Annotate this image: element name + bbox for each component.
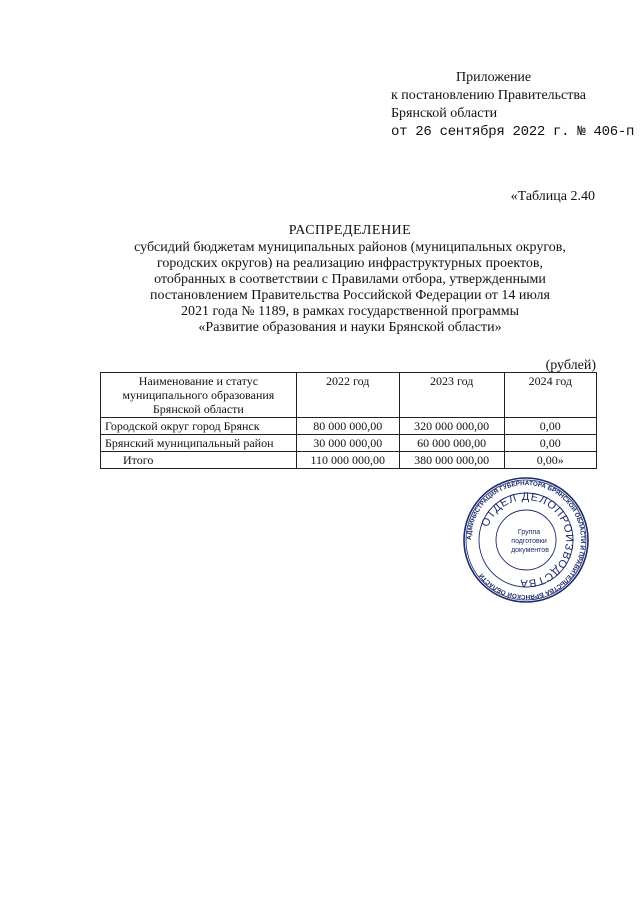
row-name: Городской округ город Брянск [101, 418, 297, 435]
row-2024: 0,00 [504, 418, 596, 435]
header-name-line: Наименование и статус [138, 374, 259, 388]
row-2023: 60 000 000,00 [399, 435, 504, 452]
table-reference: «Таблица 2.40 [510, 189, 595, 204]
appendix-title: Приложение [456, 70, 532, 85]
row-name: Итого [101, 452, 297, 469]
row-2022: 80 000 000,00 [296, 418, 399, 435]
document-heading [60, 223, 640, 336]
stamp-center-line: Группа [517, 529, 541, 536]
stamp-inner-textpath: ОТДЕЛ ДЕЛОПРОИЗВОДСТВА [479, 490, 576, 590]
heading-line: «Развитие образования и науки Брянской области» [198, 320, 502, 335]
appendix-resolution-ref: к постановлению Правительства [391, 88, 587, 103]
header-name [101, 373, 297, 418]
row-2024: 0,00 [504, 435, 596, 452]
appendix-region: Брянской области [391, 106, 498, 121]
table-row [101, 435, 597, 452]
row-name: Брянский муниципальный район [101, 435, 297, 452]
row-2022: 30 000 000,00 [296, 435, 399, 452]
stamp-ring-textpath: АДМИНИСТРАЦИЯ ГУБЕРНАТОРА БРЯНСКОЙ ОБЛАСТИ И ПРАВИТЕЛЬСТВА БРЯНСКОЙ ОБЛАСТИ [465, 479, 587, 601]
header-2024: 2024 год [504, 373, 596, 418]
heading-line: постановлением Правительства Российской Федерации от 14 июля [150, 288, 550, 303]
stamp-center-line: документов [511, 547, 549, 554]
heading-title: РАСПРЕДЕЛЕНИЕ [288, 223, 412, 238]
table-total-row [101, 452, 597, 469]
header-name-line: Брянской области [152, 402, 244, 416]
appendix-block [391, 69, 634, 141]
header-2023: 2023 год [399, 373, 504, 418]
stamp-center-line: подготовки [511, 538, 547, 545]
header-name-line: муниципального образования [122, 388, 275, 402]
heading-line: субсидий бюджетам муниципальных районов (муниципальных округов, [134, 240, 566, 255]
heading-line: отобранных в соответствии с Правилами отбора, утвержденными [154, 272, 546, 287]
row-2023: 380 000 000,00 [399, 452, 504, 469]
table-row [101, 418, 597, 435]
row-2023: 320 000 000,00 [399, 418, 504, 435]
appendix-date-number: от 26 сентября 2022 г. № 406-п [391, 124, 635, 140]
heading-line: городских округов) на реализацию инфраструктурных проектов, [156, 256, 544, 271]
row-2022: 110 000 000,00 [296, 452, 399, 469]
stamp-center-text [511, 529, 549, 554]
official-stamp [462, 476, 590, 604]
row-2024: 0,00» [504, 452, 596, 469]
units-label: (рублей) [545, 358, 596, 373]
heading-line: 2021 года № 1189, в рамках государственной программы [180, 304, 519, 319]
table-header-row [101, 373, 597, 418]
subsidy-table [100, 372, 597, 469]
header-2022: 2022 год [296, 373, 399, 418]
